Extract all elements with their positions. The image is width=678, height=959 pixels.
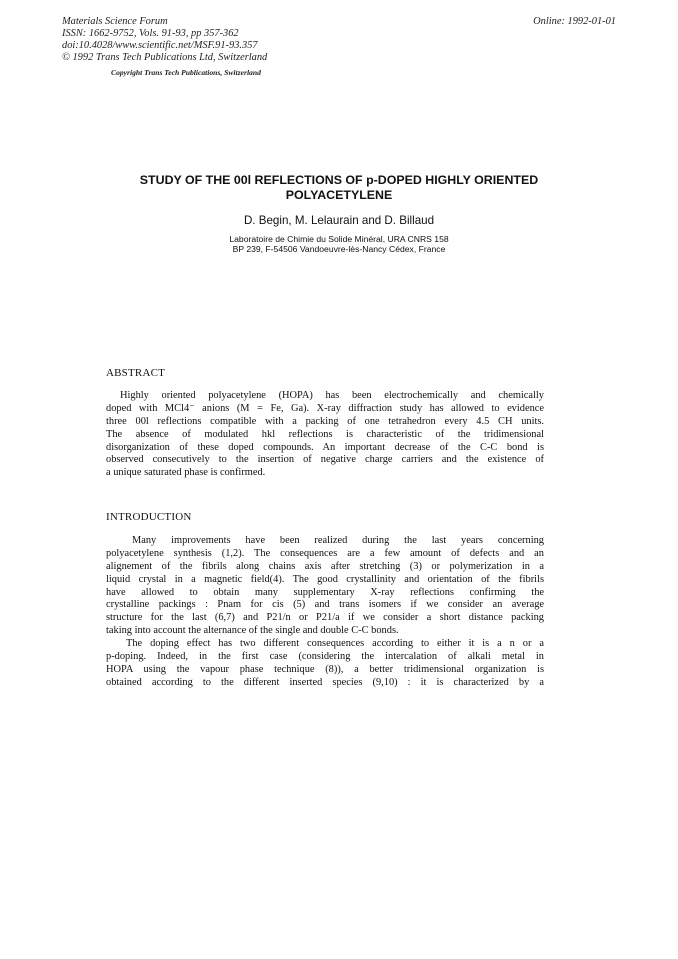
intro-line: obtained according to the different inserted species (9,10) : it is characterized by a <box>106 676 544 688</box>
online-date: Online: 1992-01-01 <box>533 16 616 27</box>
abstract-line: a unique saturated phase is confirmed. <box>106 467 266 479</box>
title-line: STUDY OF THE 00l REFLECTIONS OF p-DOPED HIGHLY ORIENTED <box>139 173 539 187</box>
intro-line: polyacetylene synthesis (1,2). The consequences are a few amount of defects and an <box>106 547 544 559</box>
intro-line: HOPA using the vapour phase technique (8)), a better tridimensional organization is <box>106 663 544 675</box>
introduction-body <box>106 535 544 690</box>
abstract-body <box>106 390 544 480</box>
abstract-heading: ABSTRACT <box>106 367 166 379</box>
intro-line: The doping effect has two different consequences according to either it is a n or a <box>126 638 544 650</box>
abstract-line: Highly oriented polyacetylene (HOPA) has been electrochemically and chemically <box>120 390 544 401</box>
intro-line: alignement of the fibrils along chains axis after stretching (3) or polymerization in a <box>106 560 544 572</box>
abstract-line: The absence of modulated hkl reflections is characteristic of the tridimensional <box>106 428 544 440</box>
abstract-line: disorganization of these doped compounds. An important decrease of the C-C bond is <box>106 441 544 453</box>
affiliation-line: BP 239, F-54506 Vandoeuvre-lès-Nancy Cédex, France <box>232 244 446 254</box>
issn-line: ISSN: 1662-9752, Vols. 91-93, pp 357-362 <box>62 28 239 39</box>
intro-line: liquid crystal in a magnetic field(4). The good crystallinity and orientation of the fibrils <box>106 573 544 585</box>
intro-line: Many improvements have been realized during the last years concerning <box>132 535 544 546</box>
copyright-line: © 1992 Trans Tech Publications Ltd, Switzerland <box>62 52 268 63</box>
author-list: D. Begin, M. Lelaurain and D. Billaud <box>243 214 435 227</box>
paper-title <box>100 173 578 203</box>
intro-line: structure for the last (6,7) and P21/n or P21/a if we consider a short distance packing <box>106 612 544 624</box>
affiliation-line: Laboratoire de Chimie du Solide Minéral, URA CNRS 158 <box>229 234 449 244</box>
intro-line: taking into account the alternance of the single and double C-C bonds. <box>106 625 399 637</box>
intro-line: have allowed to obtain many supplementary X-ray reflections confirming the <box>106 586 544 598</box>
intro-line: p-doping. Indeed, in the first case (considering the intercalation of alkali metal in <box>106 651 544 663</box>
journal-name: Materials Science Forum <box>62 16 168 27</box>
journal-header <box>62 16 267 64</box>
abstract-line: doped with MCl4⁻ anions (M = Fe, Ga). X-ray diffraction study has allowed to evidence <box>106 402 544 414</box>
title-line: POLYACETYLENE <box>285 188 393 202</box>
doi-line: doi:10.4028/www.scientific.net/MSF.91-93.357 <box>62 40 258 51</box>
copyright-notice: Copyright Trans Tech Publications, Switzerland <box>111 68 261 77</box>
abstract-line: three 00l reflections compatible with a packing of one tetrahedron every 4.5 CH units. <box>106 415 544 427</box>
abstract-line: observed consecutively to the insertion of negative charge carriers and the existence of <box>106 454 544 466</box>
intro-line: crystalline packings : Pnam for cis (5) and trans isomers if we consider an average <box>106 599 544 611</box>
introduction-heading: INTRODUCTION <box>106 511 192 523</box>
